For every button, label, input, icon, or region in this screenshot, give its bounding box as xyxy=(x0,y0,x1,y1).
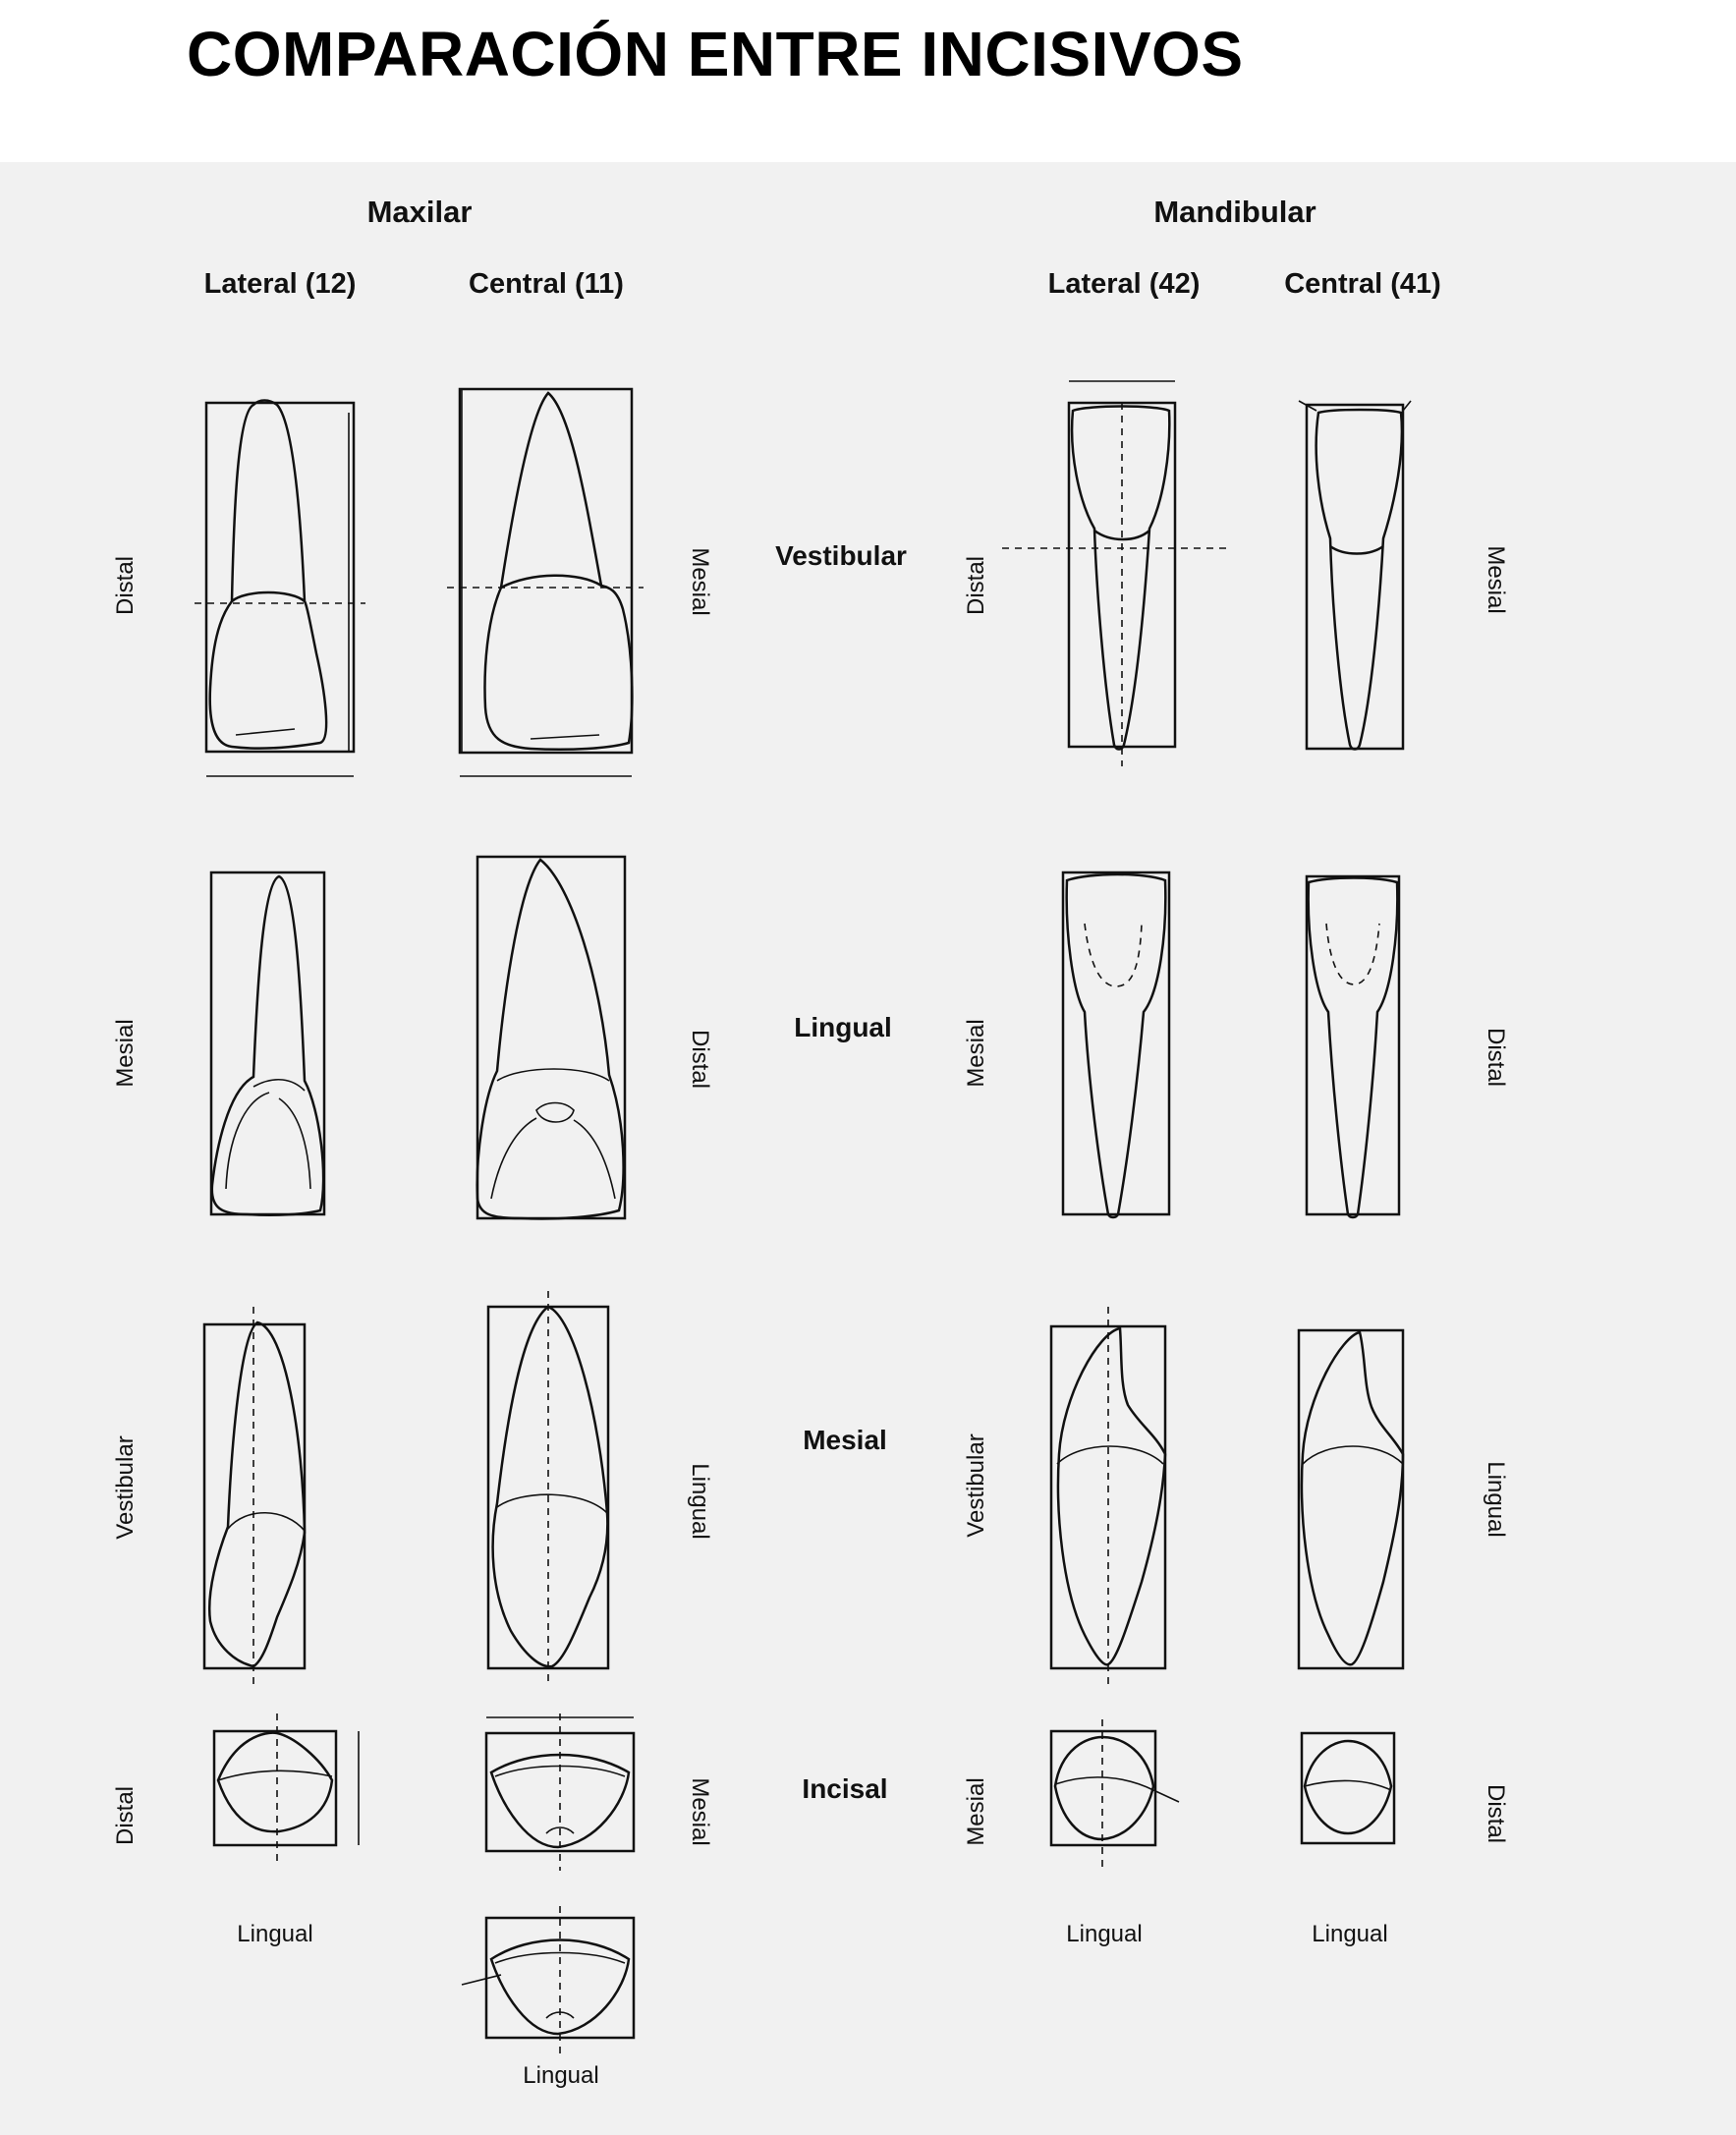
group-mandibular: Mandibular xyxy=(1153,195,1316,229)
mand-central-lingual-view xyxy=(1307,876,1399,1217)
view-lingual: Lingual xyxy=(794,1012,892,1042)
view-incisal: Incisal xyxy=(802,1773,888,1804)
mand-central-incisal-view xyxy=(1302,1733,1394,1843)
vestibular-max-right-label: Mesial xyxy=(687,547,713,616)
incisal-bottom-mand-central-label: Lingual xyxy=(1312,1921,1388,1947)
mesial-max-left-label: Vestibular xyxy=(112,1435,139,1540)
incisal-max-right-label: Mesial xyxy=(687,1777,713,1846)
column-mand-lateral: Lateral (42) xyxy=(1047,268,1201,300)
lingual-mand-left-label: Mesial xyxy=(963,1019,989,1088)
incisal-mand-left-label: Mesial xyxy=(963,1777,989,1846)
incisal-max-left-label: Distal xyxy=(112,1785,139,1846)
vestibular-mand-right-label: Mesial xyxy=(1483,545,1509,614)
max-central-incisal-extra-view xyxy=(462,1906,634,2053)
incisal-bottom-mand-lateral-label: Lingual xyxy=(1066,1921,1143,1947)
mesial-max-right-label: Lingual xyxy=(687,1463,713,1540)
view-vestibular: Vestibular xyxy=(775,540,907,571)
view-mesial: Mesial xyxy=(803,1425,887,1455)
max-lateral-mesial-view xyxy=(204,1307,305,1690)
lingual-max-left-label: Mesial xyxy=(112,1019,139,1088)
max-lateral-lingual-view xyxy=(211,872,324,1215)
max-central-mesial-view xyxy=(488,1291,608,1686)
page-title: COMPARACIÓN ENTRE INCISIVOS xyxy=(187,19,1244,89)
column-mand-central: Central (41) xyxy=(1284,268,1441,300)
max-central-vestibular-view xyxy=(447,389,644,776)
max-central-incisal-view xyxy=(486,1714,634,1871)
column-max-central: Central (11) xyxy=(469,268,624,300)
vestibular-mand-left-label: Distal xyxy=(963,555,989,616)
incisal-mand-right-label: Distal xyxy=(1483,1783,1509,1844)
mesial-mand-left-label: Vestibular xyxy=(963,1433,989,1538)
max-lateral-vestibular-view xyxy=(195,401,365,777)
max-central-lingual-view xyxy=(477,857,625,1219)
incisal-bottom-max-lateral-label: Lingual xyxy=(237,1921,313,1947)
mand-lateral-incisal-view xyxy=(1051,1719,1179,1867)
mand-lateral-mesial-view xyxy=(1051,1307,1165,1690)
max-lateral-incisal-view xyxy=(214,1714,359,1867)
mand-central-mesial-view xyxy=(1299,1330,1403,1668)
column-max-lateral: Lateral (12) xyxy=(203,268,357,300)
mand-central-vestibular-view xyxy=(1299,401,1411,750)
lingual-mand-right-label: Distal xyxy=(1483,1027,1509,1088)
group-maxilar: Maxilar xyxy=(366,195,473,229)
mesial-mand-right-label: Lingual xyxy=(1483,1461,1509,1538)
lingual-max-right-label: Distal xyxy=(687,1029,713,1090)
mand-lateral-vestibular-view xyxy=(1002,381,1228,766)
vestibular-max-left-label: Distal xyxy=(112,555,139,616)
mand-lateral-lingual-view xyxy=(1063,872,1169,1217)
incisal-bottom-max-central-label: Lingual xyxy=(523,2062,599,2089)
